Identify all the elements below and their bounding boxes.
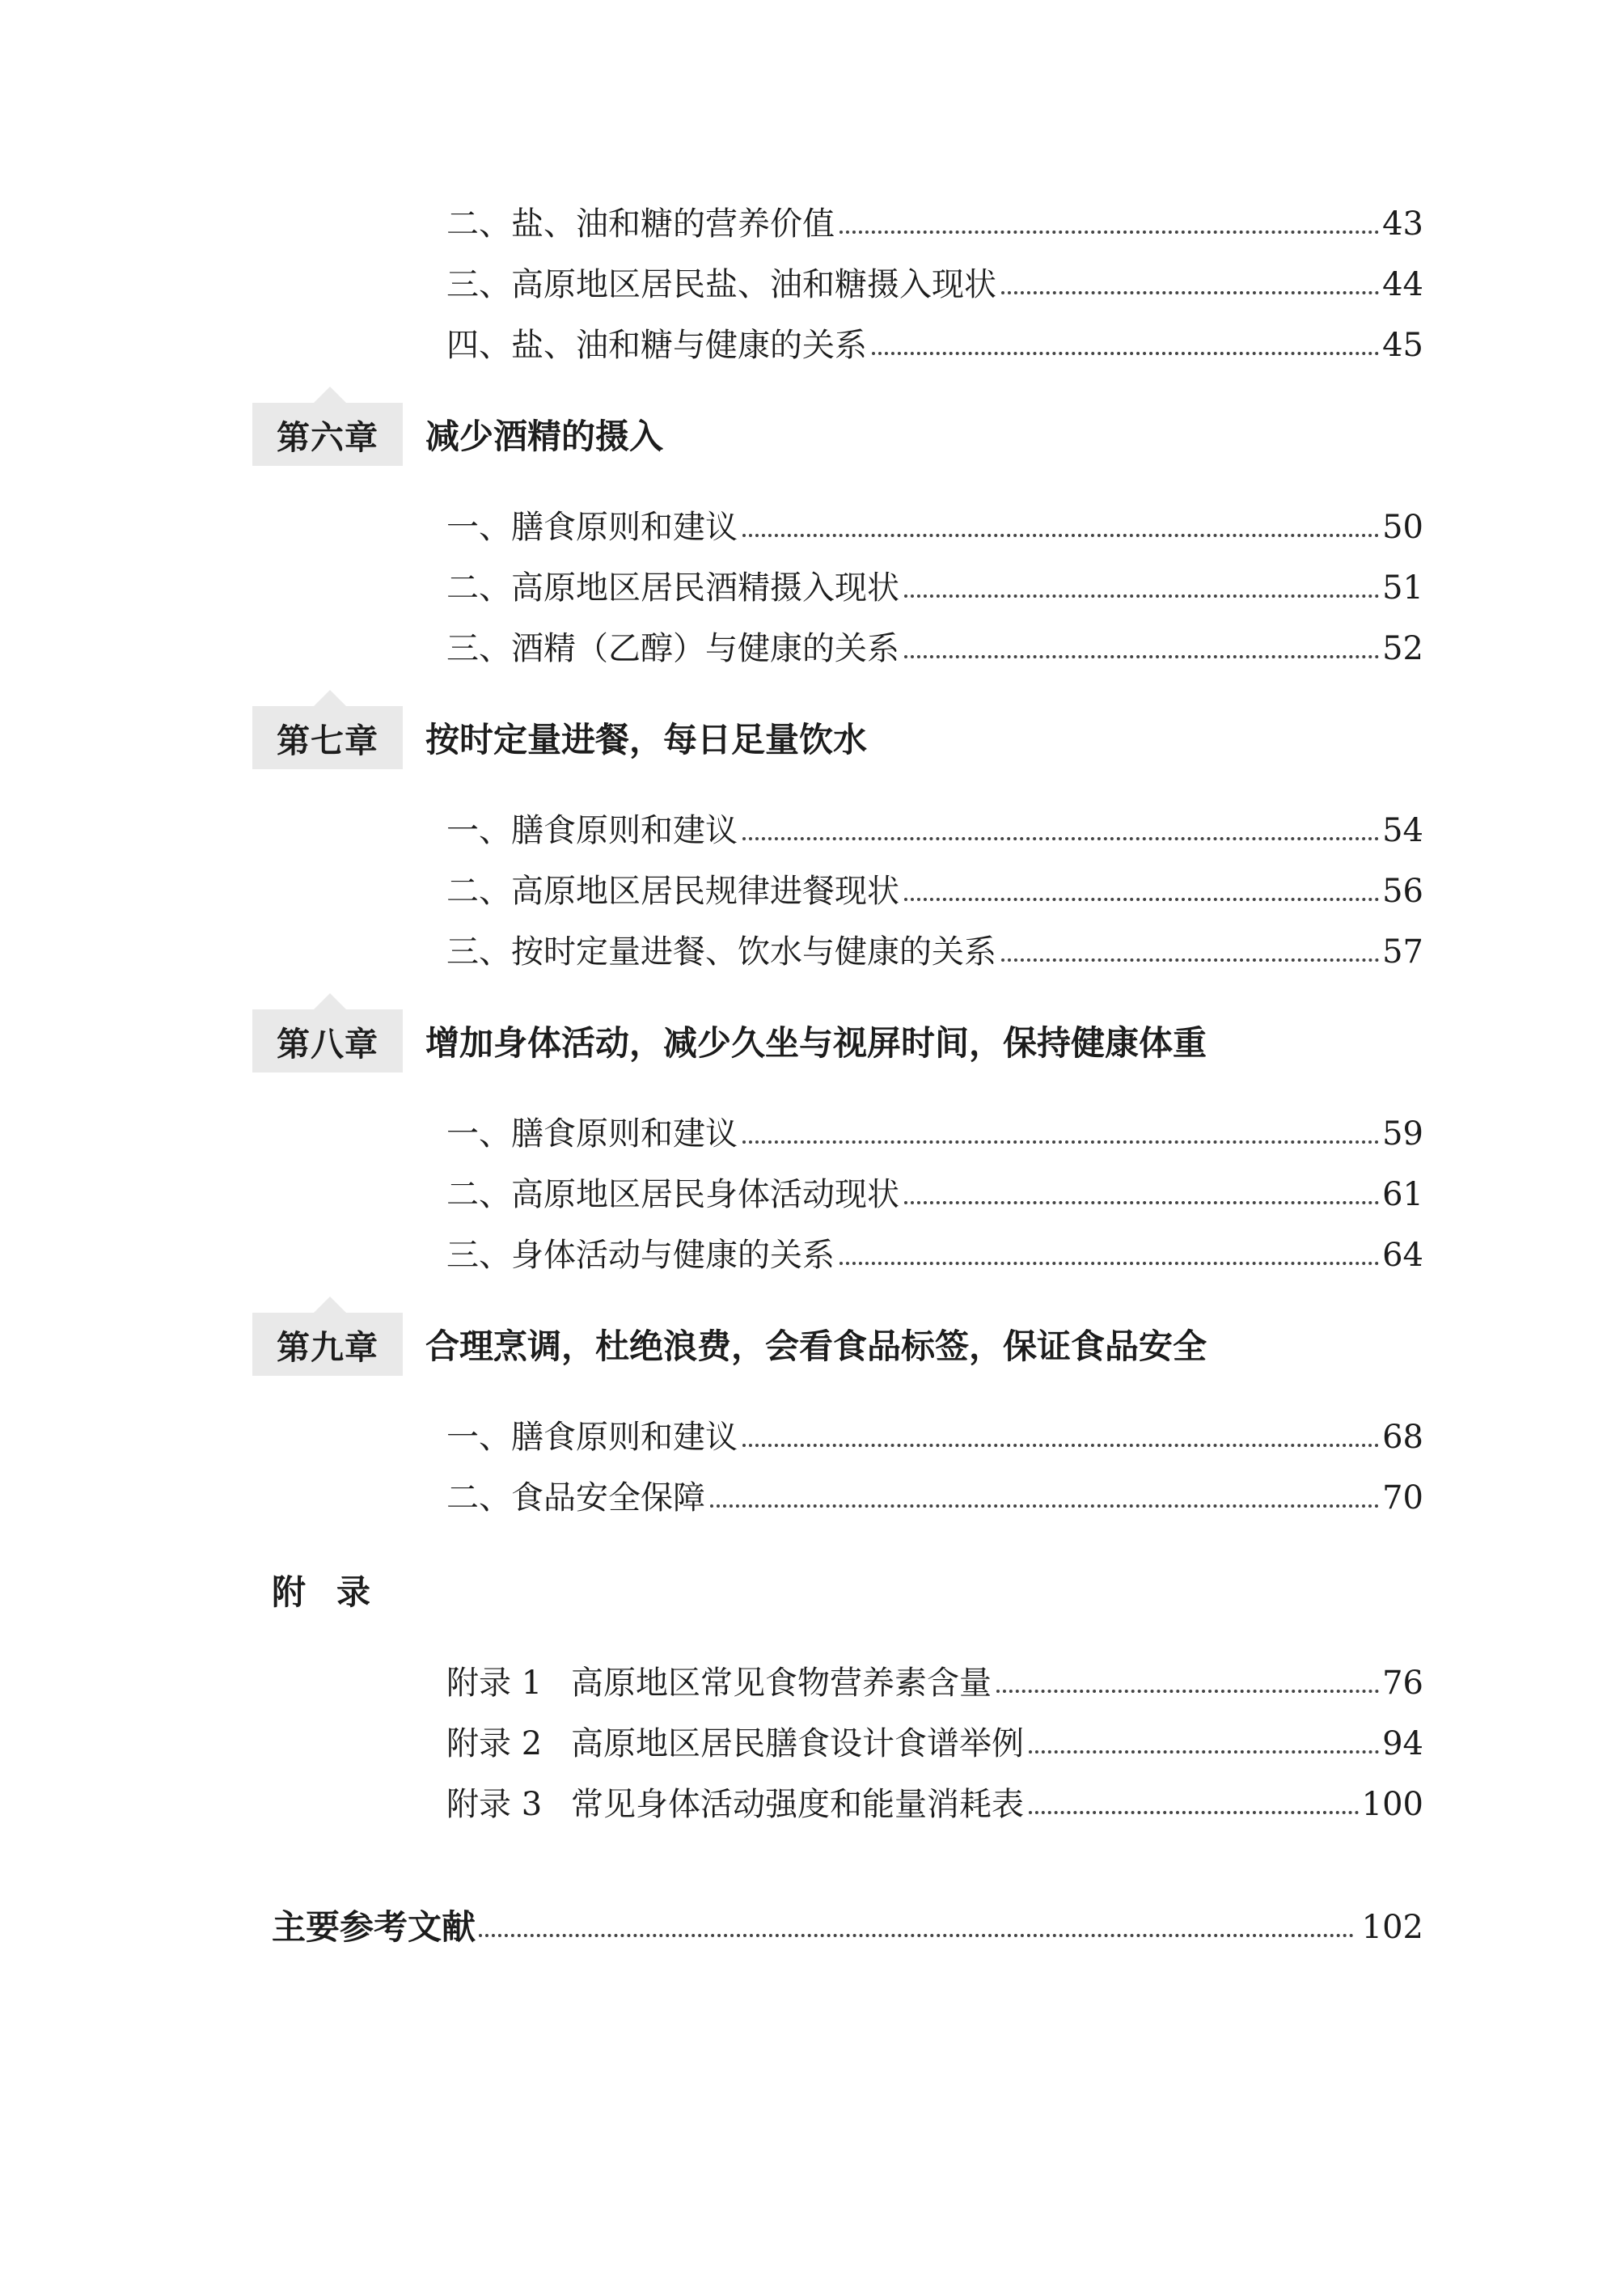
dot-leader — [742, 1444, 1379, 1447]
page-number: 102 — [1361, 1909, 1423, 1946]
dot-leader — [904, 594, 1379, 598]
chapter-9-heading[interactable] — [252, 1313, 1207, 1376]
entry-title: 一、膳食原则和建议 — [446, 1419, 738, 1456]
page-number: 52 — [1382, 630, 1423, 667]
dot-leader — [710, 1504, 1379, 1508]
entry-title: 三、按时定量进餐、饮水与健康的关系 — [446, 933, 996, 971]
page-number: 51 — [1382, 569, 1423, 607]
toc-entry[interactable] — [446, 619, 1423, 667]
dot-leader — [904, 898, 1379, 901]
entry-title — [446, 1786, 1029, 1823]
page-number: 50 — [1382, 509, 1423, 546]
page-number: 76 — [1382, 1665, 1423, 1702]
toc-entry[interactable] — [446, 315, 1423, 364]
page-number: 56 — [1382, 873, 1423, 910]
page-number: 68 — [1382, 1419, 1423, 1456]
appendix-label: 附录 1 — [446, 1665, 543, 1702]
entry-title: 三、高原地区居民盐、油和糖摄入现状 — [446, 266, 996, 303]
toc-entry[interactable] — [446, 1225, 1423, 1274]
toc-entry[interactable] — [446, 861, 1423, 910]
page-number: 43 — [1382, 205, 1423, 243]
appendix-label: 附录 3 — [446, 1786, 543, 1823]
entry-title: 二、高原地区居民身体活动现状 — [446, 1176, 899, 1213]
chapter-8-heading[interactable] — [252, 1009, 1207, 1072]
page-number: 70 — [1382, 1479, 1423, 1517]
chapter-tag: 第八章 — [252, 1009, 403, 1072]
page-number: 44 — [1382, 266, 1423, 303]
dot-leader — [1029, 1811, 1359, 1814]
page-number: 94 — [1382, 1725, 1423, 1762]
toc-entry[interactable] — [446, 922, 1423, 971]
dot-leader — [996, 1690, 1379, 1693]
entry-title — [446, 1665, 996, 1702]
entry-title: 一、膳食原则和建议 — [446, 812, 738, 849]
dot-leader — [904, 655, 1379, 658]
chapter-tag: 第七章 — [252, 706, 403, 769]
page-number: 57 — [1382, 933, 1423, 971]
appendix-label: 附录 2 — [446, 1725, 543, 1762]
entry-title: 三、酒精（乙醇）与健康的关系 — [446, 630, 899, 667]
chapter-title: 增加身体活动，减少久坐与视屏时间，保持健康体重 — [425, 1023, 1207, 1063]
entry-title: 二、高原地区居民酒精摄入现状 — [446, 569, 899, 607]
toc-entry[interactable] — [446, 1468, 1423, 1517]
appendix-title: 高原地区居民膳食设计食谱举例 — [571, 1725, 1024, 1762]
page-number: 45 — [1382, 327, 1423, 364]
dot-leader — [872, 352, 1379, 355]
dot-leader — [839, 1262, 1379, 1265]
toc-entry[interactable] — [446, 558, 1423, 607]
page-number: 100 — [1361, 1786, 1423, 1823]
entry-title: 四、盐、油和糖与健康的关系 — [446, 327, 867, 364]
appendix-entry[interactable] — [446, 1714, 1423, 1762]
chapter-title: 按时定量进餐，每日足量饮水 — [425, 720, 868, 759]
dot-leader — [742, 837, 1379, 840]
chapter-7-heading[interactable] — [252, 706, 867, 769]
dot-leader — [742, 534, 1379, 537]
toc-entry[interactable] — [446, 1104, 1423, 1153]
chapter-tag: 第六章 — [252, 403, 403, 466]
appendix-title: 高原地区常见食物营养素含量 — [571, 1665, 992, 1702]
entry-title: 一、膳食原则和建议 — [446, 1115, 738, 1153]
chapter-6-heading[interactable] — [252, 403, 663, 466]
dot-leader — [1001, 958, 1379, 962]
page-number: 64 — [1382, 1237, 1423, 1274]
chapter-title: 减少酒精的摄入 — [425, 417, 664, 456]
dot-leader — [1029, 1750, 1379, 1754]
entry-title: 二、食品安全保障 — [446, 1479, 705, 1517]
toc-entry[interactable] — [446, 497, 1423, 546]
entry-title — [446, 1725, 1029, 1762]
dot-leader — [479, 1934, 1354, 1937]
references-entry[interactable] — [272, 1897, 1423, 1946]
toc-entry[interactable] — [446, 1407, 1423, 1456]
dot-leader — [1001, 291, 1379, 294]
page-number: 61 — [1382, 1176, 1423, 1213]
chapter-title: 合理烹调，杜绝浪费，会看食品标签，保证食品安全 — [425, 1326, 1207, 1366]
appendix-entry[interactable] — [446, 1775, 1423, 1823]
appendix-title: 常见身体活动强度和能量消耗表 — [571, 1786, 1024, 1823]
references-title: 主要参考文献 — [272, 1907, 476, 1947]
entry-title: 三、身体活动与健康的关系 — [446, 1237, 835, 1274]
dot-leader — [904, 1201, 1379, 1204]
dot-leader — [839, 231, 1379, 234]
entry-title: 二、高原地区居民规律进餐现状 — [446, 873, 899, 910]
chapter-tag: 第九章 — [252, 1313, 403, 1376]
toc-entry[interactable] — [446, 801, 1423, 849]
appendix-entry[interactable] — [446, 1653, 1423, 1702]
page-number: 54 — [1382, 812, 1423, 849]
toc-entry[interactable] — [446, 255, 1423, 303]
toc-entry[interactable] — [446, 1165, 1423, 1213]
dot-leader — [742, 1140, 1379, 1144]
entry-title: 二、盐、油和糖的营养价值 — [446, 205, 835, 243]
appendix-heading[interactable]: 附录 — [272, 1572, 402, 1612]
page-number: 59 — [1382, 1115, 1423, 1153]
entry-title: 一、膳食原则和建议 — [446, 509, 738, 546]
toc-entry[interactable] — [446, 194, 1423, 243]
